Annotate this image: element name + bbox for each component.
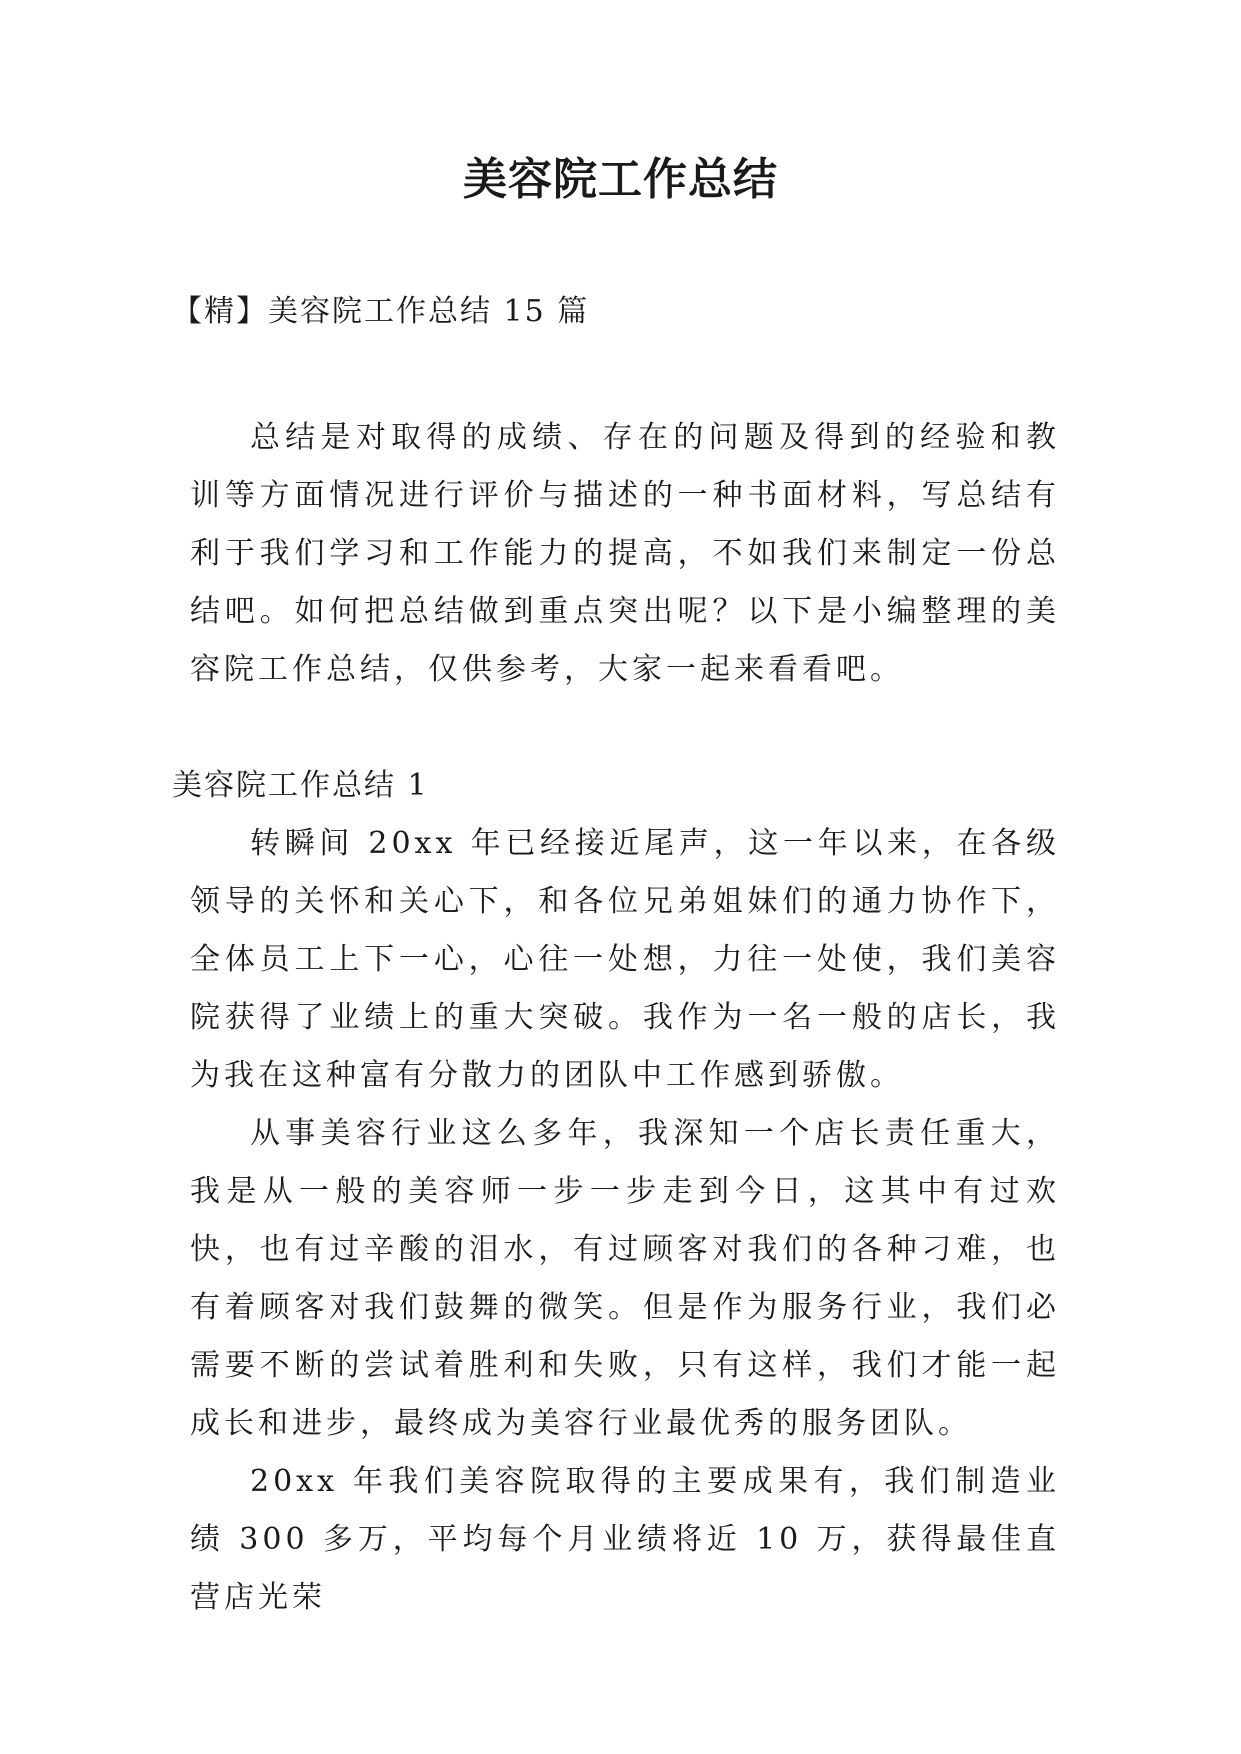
body-paragraph-3: 20xx 年我们美容院取得的主要成果有，我们制造业绩 300 多万，平均每个月业绩将近 10 万，获得最佳直营店光荣 bbox=[190, 1464, 1060, 1615]
document-title: 美容院工作总结 bbox=[463, 154, 778, 205]
section-1 bbox=[172, 757, 1060, 1627]
intro-section bbox=[190, 409, 1060, 699]
body-paragraph-2: 从事美容行业这么多年，我深知一个店长责任重大，我是从一般的美容师一步一步走到今日，这其中有过欢快，也有过辛酸的泪水，有过顾客对我们的各种刁难，也有着顾客对我们鼓舞的微笑。但是作为服务行业，我们必需要不断的尝试着胜利和失败，只有这样，我们才能一起成长和进步，最终成为美容行业最优秀的服务团队。 bbox=[190, 1116, 1060, 1441]
document-subtitle: 【精】美容院工作总结 15 篇 bbox=[172, 294, 590, 329]
body-paragraph-1: 转瞬间 20xx 年已经接近尾声，这一年以来，在各级领导的关怀和关心下，和各位兄弟姐妹们的通力协作下，全体员工上下一心，心往一处想，力往一处使，我们美容院获得了业绩上的重大突破。我作为一名一般的店长，我为我在这种富有分散力的团队中工作感到骄傲。 bbox=[190, 826, 1060, 1093]
section-heading: 美容院工作总结 1 bbox=[172, 768, 429, 803]
intro-paragraph: 总结是对取得的成绩、存在的问题及得到的经验和教训等方面情况进行评价与描述的一种书面材料，写总结有利于我们学习和工作能力的提高，不如我们来制定一份总结吧。如何把总结做到重点突出呢？以下是小编整理的美容院工作总结，仅供参考，大家一起来看看吧。 bbox=[190, 420, 1060, 687]
